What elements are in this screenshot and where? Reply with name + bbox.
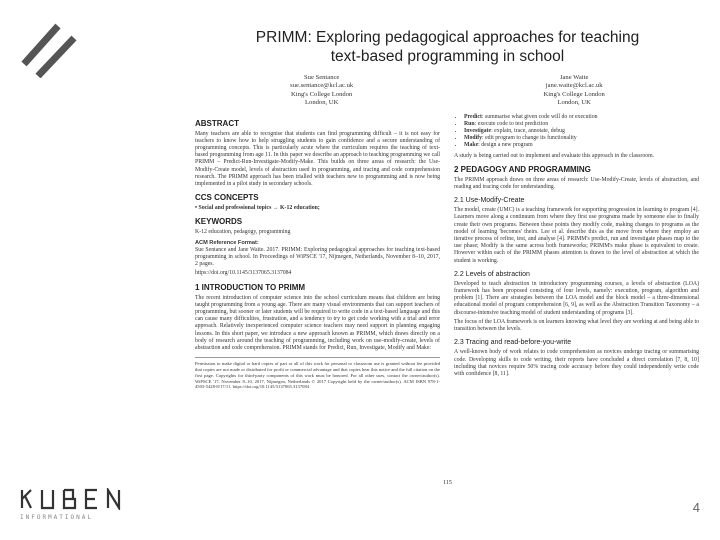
section-2-1-heading: 2.1 Use-Modify-Create: [454, 197, 525, 205]
kuben-logo: [20, 488, 130, 532]
section-2-2-text-2: The focus of the LOA framework is on learners knowing what level they are working at and being able to transition between the levels.: [454, 318, 699, 333]
ccs-heading: CCS CONCEPTS: [195, 193, 259, 203]
author-1: [290, 74, 353, 108]
slide-page-number: 4: [692, 500, 700, 515]
section-2-2-heading: 2.2 Levels of abstraction: [454, 270, 530, 278]
bullet-term: Investigate: [464, 128, 492, 135]
author-name: Sue Sentance: [304, 74, 340, 81]
acm-reference-text: Sue Sentance and Jane Waite. 2017. PRIMM: Exploring pedagogical approaches for teaching text-based programming in school. In Proceedings of WiPSCE '17, Nijmegen, Netherlands, November 8–10, 2017, 2 pages.: [195, 246, 440, 268]
bullet-term: Predict: [464, 113, 482, 120]
author-affiliation: King's College London: [543, 90, 605, 98]
bullet-desc: : edit program to change its functionality: [482, 135, 577, 142]
author-location: London, UK: [557, 99, 591, 107]
bullet-term: Modify: [464, 135, 483, 142]
left-column: [195, 114, 440, 391]
author-2: [544, 74, 605, 108]
list-item: [464, 142, 699, 149]
authors-block: [195, 74, 700, 108]
section-2-3-text: A well-known body of work relates to code comprehension as novices undergo tracing or summarising code. Developing skills to code writing, their reports have concluded a direct correlation [7, 8, 10] including that novices require 50% tracing code accuracy before they could independently write code with confidence [8, 11].: [454, 349, 699, 377]
list-item: [464, 121, 699, 128]
author-affiliation: King's College London: [291, 90, 353, 98]
paper-page-number: 115: [443, 480, 452, 486]
logo-subtext: INFORMATIONAL: [20, 514, 93, 521]
author-email: jane.waite@kcl.ac.uk: [545, 82, 603, 90]
intro-text: The recent introduction of computer science into the school curriculum means that children are being taught programming from a young age. There are many visual environments that can support teachers of programming, but sooner or later students will be required to write code in a text-based language and this can cause many difficulties, frustration, and a tendency to try to get code working with a trial and error approach. Relatively inexperienced computer science teachers may need support in planning engaging lessons. In this short paper, we introduce a new approach known as PRIMM, which draws directly on a body of research around the teaching of programming, including work on use-modify-create, levels of abstraction and code comprehension. PRIMM stands for Predict, Run, Investigate, Modify and Make:: [195, 294, 440, 352]
section-2-1-text: The model, create (UMC) is a teaching framework for supporting progression in learning to program [4]. Learners move along a continuum from where they first use programs made by someone else to finally create their own programs. Between these points they modify code, making changes to programs as the model of learning 'becomes' theirs. Lee et al. describe this as the move from where they employ an iterative process of refine, test, and analyse [4]. PRIMM's predict, run and investigate phases map to the use phase; Modify is the same across both frameworks; PRIMM's make phase is equivalent to create. However within each of the PRIMM phases attention is drawn to the level of abstraction at which the student is working.: [454, 207, 699, 264]
bullet-term: Run: [464, 120, 475, 127]
doi-link[interactable]: https://doi.org/10.1145/3137065.3137084: [195, 270, 292, 277]
right-column: [454, 114, 699, 391]
section-2-3-heading: 2.3 Tracing and read-before-you-write: [454, 339, 572, 347]
permission-footnote: Permission to make digital or hard copies of part or all of this work for personal or classroom use is granted without fee provided that copies are not made or distributed for profit or commercial advantage and that copies bear this notice and the full citation on the first page. Copyrights for third-party components of this work must be honored. For all other uses, contact the owner/author(s). WiPSCE '17, November 8–10, 2017, Nijmegen, Netherlands © 2017 Copyright held by the owner/author(s). ACM ISBN 978-1-4503-5428-8/17/11. https://doi.org/10.1145/3137065.3137084: [195, 357, 440, 390]
keywords-heading: KEYWORDS: [195, 217, 243, 227]
abstract-text: Many teachers are able to recognise that students can find programming difficult – it is not easy for teachers to know how to help struggling students to gain confidence and a secure understanding of programming concepts. This is particularly acute where the curriculum requires the teaching of text-based programming from age 11. In this paper we describe an approach to teaching programming we call PRIMM – Predict-Run-Investigate-Modify-Make. This builds on three areas of research: the Use-Modify-Create model, levels of abstraction used in programming, and tracing and code comprehension research. The PRIMM approach has been trialled with teachers new to programming and is now being implemented in a pilot study in secondary schools.: [195, 130, 440, 188]
decorative-slashes-icon: [18, 18, 78, 78]
abstract-heading: ABSTRACT: [195, 118, 239, 128]
bullet-desc: : summarise what given code will do or execution: [481, 113, 598, 120]
author-name: Jane Waite: [559, 74, 589, 81]
list-item: [464, 114, 699, 121]
primm-bullet-list: [454, 114, 699, 150]
section-2-2-text: Developed to teach abstraction in introductory programming courses, a levels of abstraction (LOA) framework has been proposed consisting of four levels, namely: execution, program, algorithm and problem [1]. There are strategies between the LOA model and the block model – a three-dimensional educational model of program comprehension [6, 9], as well as the Abstraction Transition Taxonomy – a discourse-intensive teaching model of student understanding of programs [3].: [454, 280, 699, 316]
author-email: sue.sentance@kcl.ac.uk: [290, 82, 354, 90]
paper-title-line-2: text-based programming in school: [330, 48, 565, 65]
bullet-term: Make: [464, 142, 479, 149]
kuben-logo-icon: [20, 488, 130, 510]
paper-title-line-1: PRIMM: Exploring pedagogical approaches for teaching: [255, 29, 640, 46]
paper-page: [195, 18, 700, 523]
study-text: A study is being carried out to implement and evaluate this approach in the classroom.: [454, 152, 655, 159]
bullet-desc: : execute code to test prediction: [474, 120, 549, 127]
two-column-body: [195, 114, 700, 391]
keywords-text: K-12 education, pedagogy, programming: [195, 229, 291, 236]
section-2-text: The PRIMM approach draws on three areas of research: Use-Modify-Create, levels of abstraction, and reading and tracing code for understanding.: [454, 176, 699, 191]
ccs-text: • Social and professional topics → K-12 education;: [195, 205, 320, 212]
intro-heading: 1 INTRODUCTION TO PRIMM: [195, 282, 306, 292]
author-location: London, UK: [305, 99, 339, 107]
bullet-desc: : explain, trace, annotate, debug: [491, 128, 565, 135]
section-2-heading: 2 PEDAGOGY AND PROGRAMMING: [454, 164, 591, 174]
list-item: [464, 135, 699, 142]
bullet-desc: : design a new program: [478, 142, 533, 149]
acm-reference-heading: ACM Reference Format:: [195, 239, 259, 246]
paper-title: [195, 28, 700, 66]
